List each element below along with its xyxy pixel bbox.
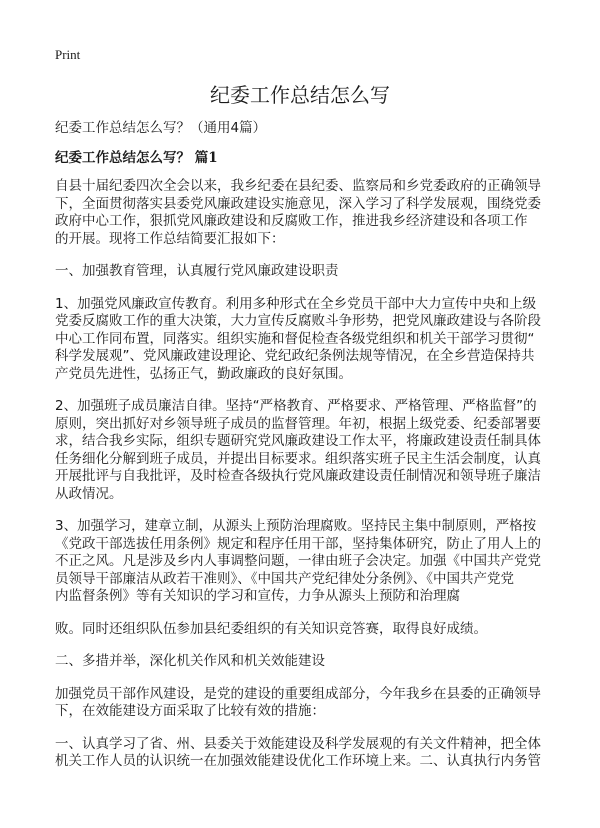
paragraph-line: 产党员先进性，弘扬正气，勤政廉政的良好氛围。 bbox=[55, 365, 352, 382]
paragraph bbox=[55, 296, 555, 384]
paragraph-line: 败。同时还组织队伍参加县纪委组织的有关知识竞答赛，取得良好成绩。 bbox=[55, 620, 487, 637]
paragraph bbox=[55, 178, 555, 248]
paragraph-line: 自县十届纪委四次全会以来，我乡纪委在县纪委、监察局和乡党委政府的正确领导 bbox=[55, 178, 541, 194]
paragraph bbox=[55, 398, 555, 503]
document-body bbox=[55, 178, 555, 786]
paragraph-line: 下，全面贯彻落实县委党风廉政建设实施意见，深入学习了科学发展观，围绕党委 bbox=[55, 195, 541, 212]
paragraph-line: 下，在效能建设方面采取了比较有效的措施： bbox=[55, 703, 325, 719]
paragraph-line: 《党政干部选拔任用条例》规定和程序任用干部，坚持集体研究，防止了用人上的 bbox=[55, 535, 541, 552]
paragraph-line: 加强党员干部作风建设，是党的建设的重要组成部分，今年我乡在县委的正确领导 bbox=[55, 685, 541, 702]
paragraph-line: 科学发展观”、党风廉政建设理论、党纪政纪条例法规等情况，在全乡营造保持共 bbox=[55, 348, 535, 364]
paragraph-line: 1、加强党风廉政宣传教育。利用多种形式在全乡党员干部中大力宣传中央和上级 bbox=[55, 295, 537, 312]
paragraph bbox=[55, 736, 555, 771]
paragraph-line: 中心工作同布置，同落实。组织实施和督促检查各级党组织和机关干部学习贯彻“ bbox=[55, 330, 535, 347]
paragraph-line: 开展批评与自我批评，及时检查各级执行党风廉政建设责任制情况和领导班子廉洁 bbox=[55, 468, 541, 484]
paragraph-line: 内监督条例》等有关知识的学习和宣传，力争从源头上预防和治理腐 bbox=[55, 588, 460, 604]
paragraph bbox=[55, 518, 555, 606]
paragraph bbox=[55, 263, 555, 281]
paragraph bbox=[55, 686, 555, 721]
paragraph-line: 不正之风。凡是涉及乡内人事调整问题，一律由班子会决定。加强《中国共产党党 bbox=[55, 553, 541, 569]
print-link[interactable]: Print bbox=[55, 47, 81, 62]
paragraph-line: 机关工作人员的认识统一在加强效能建设优化工作环境上来。二、认真执行内务管 bbox=[55, 753, 541, 769]
paragraph-line: 员领导干部廉洁从政若干准则》、《中国共产党纪律处分条例》、《中国共产党党 bbox=[55, 570, 514, 587]
paragraph-line: 二、多措并举，深化机关作风和机关效能建设 bbox=[55, 653, 325, 669]
paragraph bbox=[55, 653, 555, 671]
document-subtitle: 纪委工作总结怎么写？（通用4篇） bbox=[55, 120, 267, 136]
paragraph-line: 求，结合我乡实际，组织专题研究党风廉政建设工作太平，将廉政建设责任制具体 bbox=[55, 433, 541, 449]
paragraph-line: 政府中心工作，狠抓党风廉政建设和反腐败工作，推进我乡经济建设和各项工作 bbox=[55, 213, 528, 229]
section-heading: 纪委工作总结怎么写？ 篇1 bbox=[55, 150, 218, 166]
page-title: 纪委工作总结怎么写 bbox=[210, 83, 390, 107]
paragraph-line: 任务细化分解到班子成员，并提出目标要求。组织落实班子民主生活会制度，认真 bbox=[55, 450, 541, 467]
paragraph-line: 一、认真学习了省、州、县委关于效能建设及科学发展观的有关文件精神，把全体 bbox=[55, 735, 541, 752]
paragraph-line: 2、加强班子成员廉洁自律。坚持“严格教育、严格要求、严格管理、严格监督”的 bbox=[55, 398, 537, 414]
paragraph-line: 的开展。现将工作总结简要汇报如下： bbox=[55, 230, 285, 247]
paragraph-line: 一、加强教育管理，认真履行党风廉政建设职责 bbox=[55, 263, 339, 279]
paragraph-line: 党委反腐败工作的重大决策，大力宣传反腐败斗争形势，把党风廉政建设与各阶段 bbox=[55, 313, 541, 329]
paragraph-line: 原则，突出抓好对乡领导班子成员的监督管理。年初，根据上级党委、纪委部署要 bbox=[55, 415, 541, 432]
paragraph-line: 3、加强学习，建章立制，从源头上预防治理腐败。坚持民主集中制原则，严格按 bbox=[55, 518, 537, 534]
paragraph-line: 从政情况。 bbox=[55, 485, 123, 502]
paragraph bbox=[55, 621, 555, 639]
